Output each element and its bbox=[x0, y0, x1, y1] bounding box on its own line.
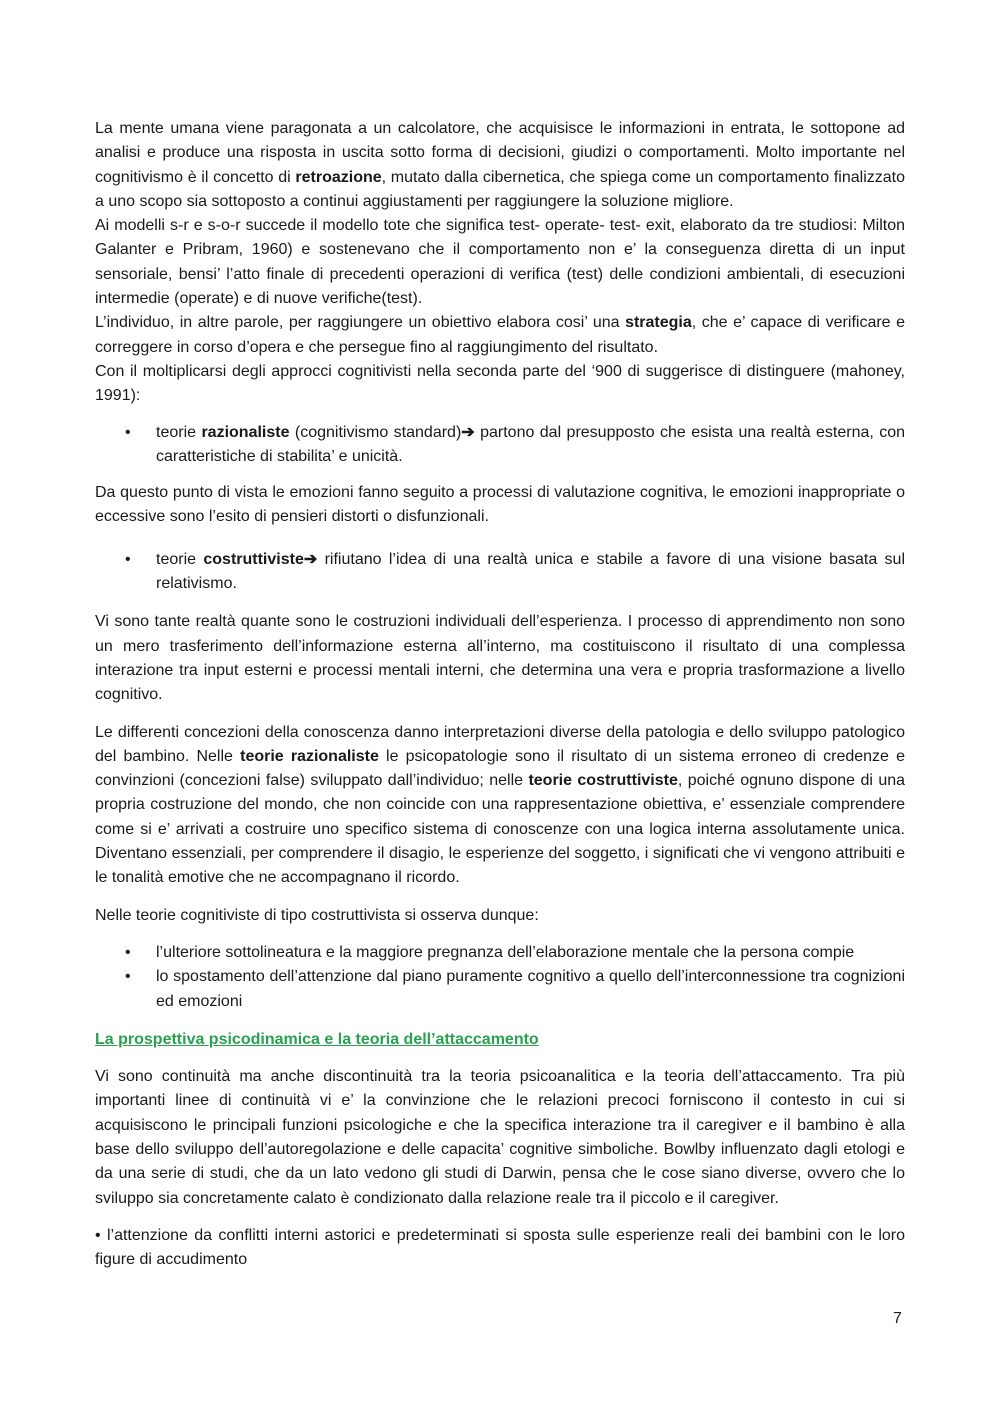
paragraph-tote-model: Ai modelli s-r e s-o-r succede il modello tote che significa test- operate- test- exit, elaborato da tre studiosi: Milton Galanter e Pribram, 1960) e sostenevano che il comportamento non e’ la conseguenza diretta di un input sensoriale, bensi’ l’atto finale di precedenti operazioni di verifica (test) delle condizioni ambientali, di esecuzioni intermedie (operate) e di nuove verifiche(test). bbox=[95, 217, 905, 308]
paragraph-observations: Nelle teorie cognitiviste di tipo costruttivista si osserva dunque: bbox=[95, 906, 539, 924]
arrow-icon: ➔ bbox=[303, 550, 318, 568]
paragraph-approaches: Con il moltiplicarsi degli approcci cognitivisti nella seconda parte del ‘900 di suggerisce di distinguere (mahoney, 1991): bbox=[95, 362, 905, 405]
bold-term: teorie razionaliste bbox=[240, 747, 379, 765]
list-item bbox=[95, 421, 905, 470]
text-run: teorie bbox=[156, 550, 204, 568]
page-number: 7 bbox=[893, 1310, 902, 1327]
paragraph-strategy bbox=[95, 311, 905, 360]
arrow-icon: ➔ bbox=[461, 423, 475, 441]
paragraph-realities: Vi sono tante realtà quante sono le costruzioni individuali dell’esperienza. I processo di apprendimento non sono un mero trasferimento dell’informazione esterna all’interno, ma costituiscono il risultato di una complessa interazione tra input esterni e processi mentali interni, che determina una vera e propria trasformazione a livello cognitivo. bbox=[95, 613, 905, 704]
list-item: • lo spostamento dell’attenzione dal piano puramente cognitivo a quello dell’interconnessione tra cognizioni ed emozioni bbox=[95, 965, 905, 1014]
text-run: Le differenti concezioni della conoscenza danno interpretazioni diverse della patologia e dello sviluppo patologico del bambino. Nelle bbox=[95, 723, 905, 765]
list-observations bbox=[95, 941, 905, 1014]
list-constructivist bbox=[95, 548, 905, 597]
bold-term: costruttiviste bbox=[203, 550, 304, 568]
text-run: teorie bbox=[156, 423, 202, 441]
text-run: , che e’ capace di verificare e correggere in corso d’opera e che persegue fino al raggiungimento del risultato. bbox=[95, 314, 906, 356]
text-run: , poiché ognuno dispone di una propria costruzione del mondo, che non coincide con una rappresentazione obiettiva, e’ essenziale comprendere come si e’ arrivati a costruire uno specifico sistema di conoscenze con una logica interna assolutamente unica. Diventano essenziali, per comprendere il disagio, le esperienze del soggetto, i significati che vi vengono attribuiti e le tonalità emotive che ne accompagnano il ricordo. bbox=[95, 772, 906, 887]
paragraph-conceptions bbox=[95, 721, 905, 891]
bold-term: razionaliste bbox=[201, 423, 290, 441]
bold-term: retroazione bbox=[295, 168, 382, 186]
text-run: le psicopatologie sono il risultato di un sistema erroneo di credenze e convinzioni (concezioni false) sviluppato dall’individuo; nelle bbox=[95, 747, 906, 790]
list-rationalist bbox=[95, 421, 905, 470]
text-run: rifiutano l’idea di una realtà unica e stabile a favore di una visione basata sul relativismo. bbox=[156, 550, 906, 593]
bold-term: strategia bbox=[625, 314, 692, 332]
text-run: La mente umana viene paragonata a un calcolatore, che acquisisce le informazioni in entrata, le sottopone ad analisi e produce una risposta in uscita sotto forma di decisioni, giudizi o comportamenti. Molto importante nel cognitivismo è il concetto di bbox=[95, 120, 905, 186]
text-run: (cognitivismo standard) bbox=[289, 423, 462, 441]
paragraph-attention: • l’attenzione da conflitti interni astorici e predeterminati si sposta sulle esperienze reali dei bambini con le loro figure di accudimento bbox=[95, 1226, 905, 1269]
text-run: partono dal presupposto che esista una realtà esterna, con caratteristiche di stabilita’ e unicità. bbox=[156, 423, 906, 465]
list-item bbox=[95, 548, 905, 597]
paragraph-attachment: Vi sono continuità ma anche discontinuità tra la teoria psicoanalitica e la teoria dell’attaccamento. Tra più importanti linee di continuità vi e’ la convinzione che le relazioni precoci forniscono il contesto in cui si acquisiscono le principali funzioni psicologiche e che la specifica interazione tra il caregiver e il bambino è alla base dello sviluppo dell’autoregolazione e delle capacita’ cognitive simboliche. Bowlby influenzato dagli etologi e da una serie di studi, che da un lato vedono gli studi di Darwin, pensa che le cose siano diverse, ovvero che lo sviluppo sia concretamente calato è condizionato dalla relazione reale tra il piccolo e il caregiver. bbox=[95, 1068, 905, 1207]
document-body bbox=[95, 117, 905, 1272]
bold-term: teorie costruttiviste bbox=[528, 772, 678, 790]
text-run: , mutato dalla cibernetica, che spiega come un comportamento finalizzato a uno scopo sia sottoposto a continui aggiustamenti per raggiungere la soluzione migliore. bbox=[95, 168, 906, 210]
section-heading: La prospettiva psicodinamica e la teoria dell’attaccamento bbox=[95, 1030, 539, 1048]
text-run: L’individuo, in altre parole, per raggiungere un obiettivo elabora cosi’ una bbox=[95, 314, 626, 332]
list-item: • l’ulteriore sottolineatura e la maggiore pregnanza dell’elaborazione mentale che la persona compie bbox=[95, 941, 905, 965]
paragraph-emotions: Da questo punto di vista le emozioni fanno seguito a processi di valutazione cognitiva, le emozioni inappropriate o eccessive sono l’esito di pensieri distorti o disfunzionali. bbox=[95, 484, 905, 526]
paragraph-cognitivism bbox=[95, 117, 905, 214]
